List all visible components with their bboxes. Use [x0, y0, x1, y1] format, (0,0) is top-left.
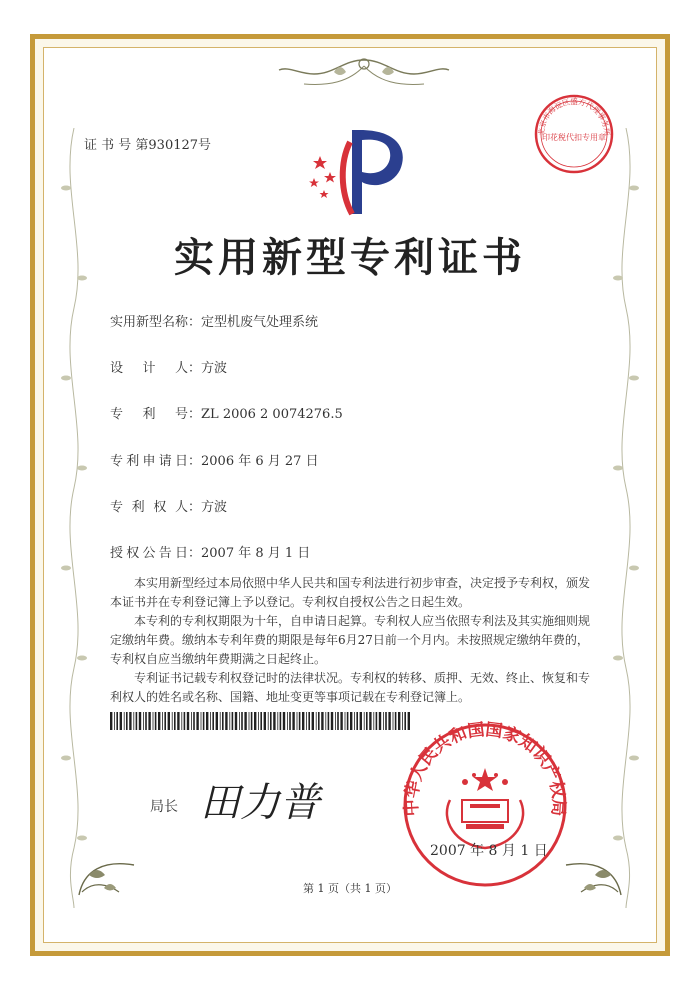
big-seal-text: 中华人民共和国国家知识产权局: [401, 720, 569, 817]
body-paragraph-1: 本实用新型经过本局依照中华人民共和国专利法进行初步审查，决定授予专利权，颁发本证书并在专利登记簿上予以登记。专利权自授权公告之日起生效。: [110, 576, 591, 609]
patent-office-seal-icon: [400, 720, 570, 890]
field-application-date: 专利申请日：2006 年 6 月 27 日: [110, 450, 319, 469]
certificate-title: 实用新型专利证书: [174, 234, 526, 281]
tax-stamp-seal-icon: [532, 92, 616, 176]
director-label: 局长: [150, 799, 178, 815]
field-label: 专利号: [110, 407, 188, 422]
field-value: 定型机废气处理系统: [201, 315, 319, 330]
page-footer: 第 1 页（共 1 页）: [303, 882, 397, 895]
field-value: 2006 年 6 月 27 日: [201, 454, 319, 469]
field-label: 实用新型名称: [110, 315, 189, 330]
field-value: 方波: [201, 361, 228, 376]
field-value: ZL 2006 2 0074276.5: [201, 407, 343, 422]
signature-text: 田力普: [200, 780, 320, 826]
field-patent-number: 专利号：ZL 2006 2 0074276.5: [110, 403, 343, 422]
field-patentee: 专利权人：方波: [110, 496, 227, 515]
barcode: [110, 712, 410, 730]
director-signature-icon: [196, 770, 326, 826]
field-grant-date: 授权公告日：2007 年 8 月 1 日: [110, 542, 310, 561]
field-label: 专利权人: [110, 500, 188, 515]
body-paragraph-3: 专利证书记载专利权登记时的法律状况。专利权的转移、质押、无效、终止、恢复和专利权人的姓名或名称、国籍、地址变更等事项记载在专利登记簿上。: [110, 671, 591, 704]
field-utility-model-name: 实用新型名称：定型机废气处理系统: [110, 315, 319, 330]
field-label: 专利申请日: [110, 454, 188, 469]
svg-text:北京市海淀区盛方代理事务所: [536, 96, 612, 136]
field-designer: 设计人：方波: [110, 357, 227, 376]
certificate-number-value: 第930127号: [135, 138, 212, 153]
field-label: 设计人: [110, 361, 188, 376]
certificate-body: [110, 574, 590, 707]
certificate-number-label: 证 书 号: [84, 138, 132, 153]
top-ornament-icon: [274, 52, 454, 100]
certificate-number: [84, 134, 211, 153]
field-label: 授权公告日: [110, 546, 188, 561]
small-seal-text: 北京市海淀区盛方代理事务所: [536, 97, 612, 136]
small-seal-inner-text: 印花税代扣专用章: [542, 133, 606, 142]
field-value: 方波: [201, 500, 228, 515]
patent-office-logo-icon: [300, 122, 420, 218]
body-paragraph-2: 本专利的专利权期限为十年，自申请日起算。专利权人应当依照专利法及其实施细则规定缴纳年费。缴纳本专利年费的期限是每年6月27日前一个月内。未按照规定缴纳年费的，专利权自应当缴纳年费期满之日起终止。: [110, 614, 591, 666]
issue-date: 2007 年 8 月 1 日: [430, 843, 548, 859]
field-value: 2007 年 8 月 1 日: [201, 546, 311, 561]
